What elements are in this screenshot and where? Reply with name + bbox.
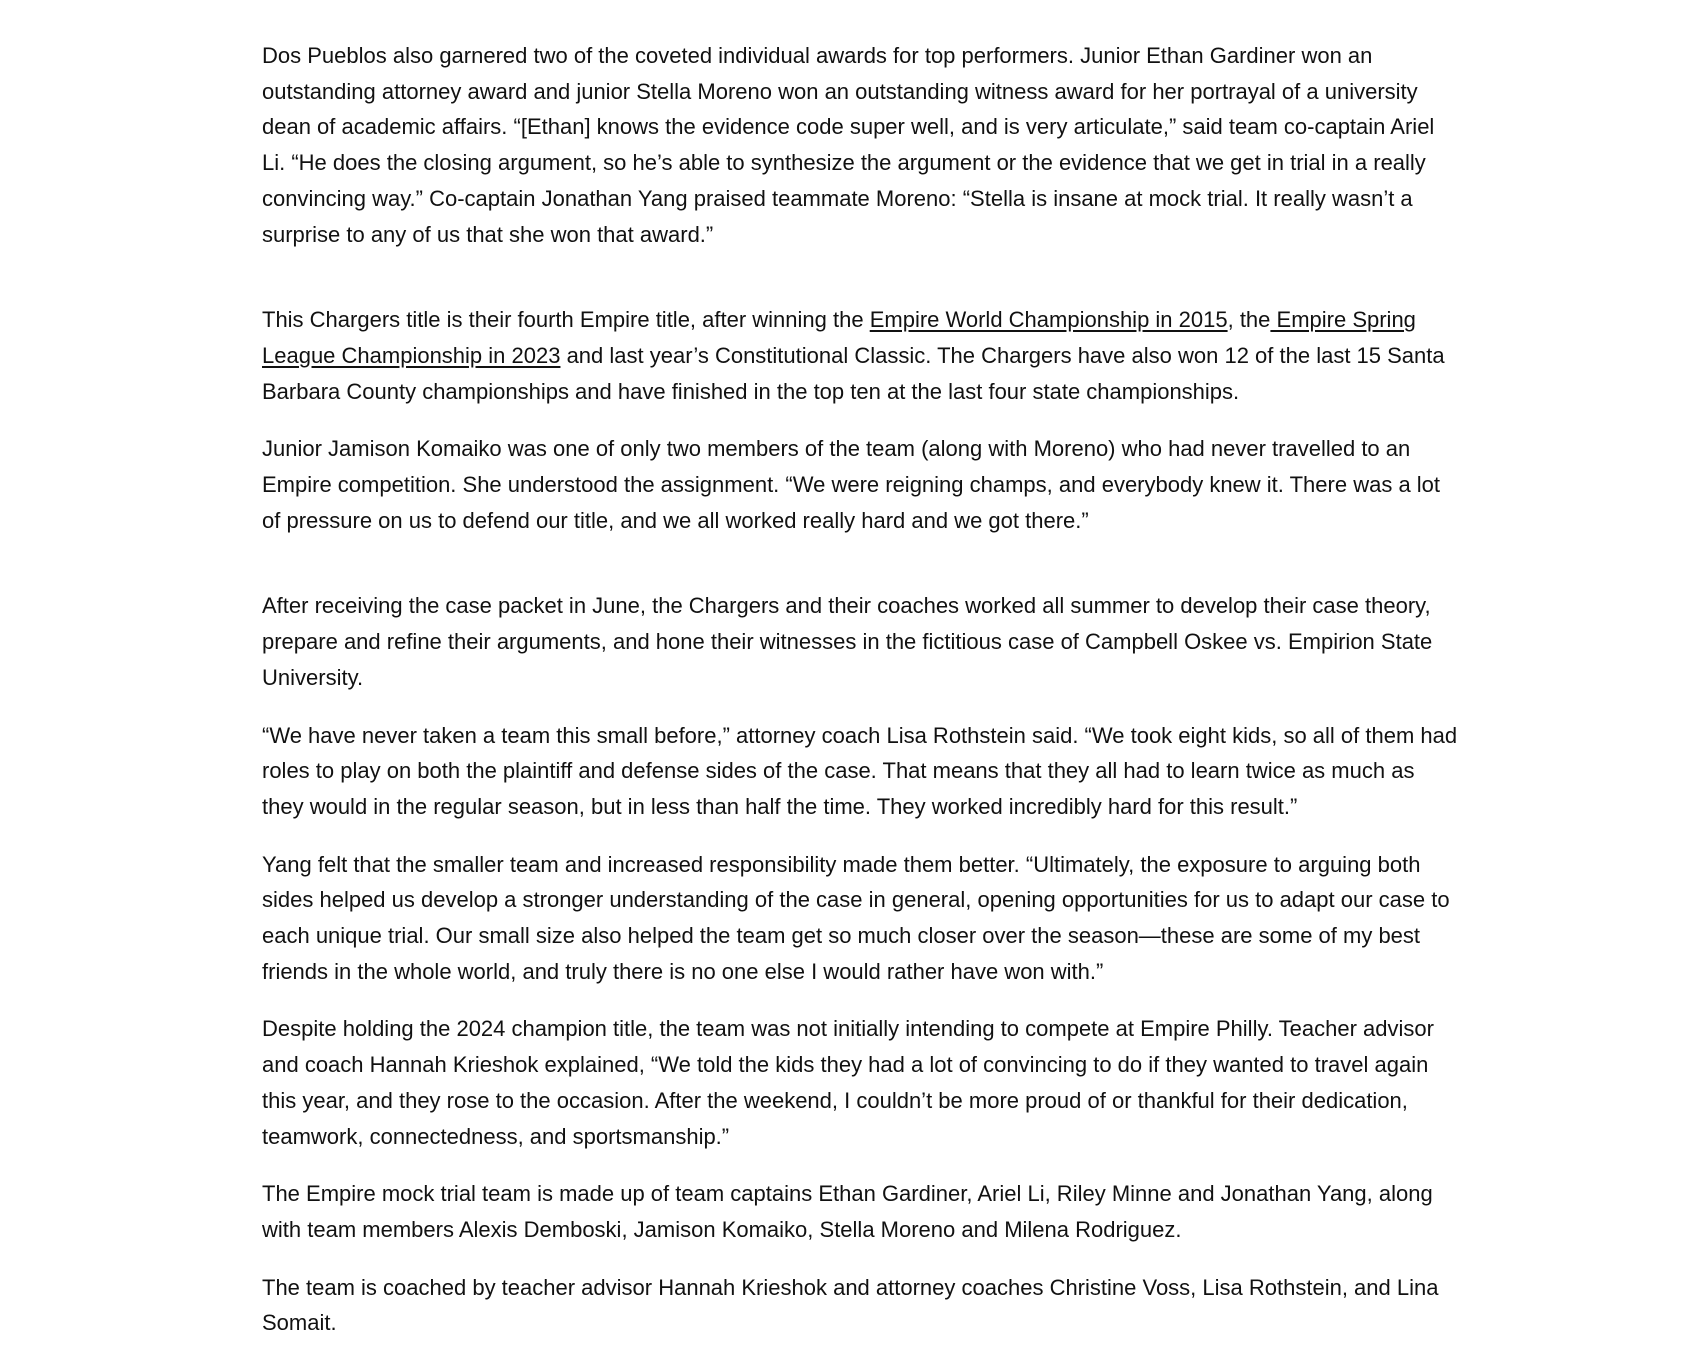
paragraph-team-roster: The Empire mock trial team is made up of team captains Ethan Gardiner, Ariel Li, Riley Minne and Jonathan Yang, along with team members Alexis Demboski, Jamison Komaiko, Stella Moreno and Milena Rodriguez.: [262, 1181, 1433, 1242]
link-empire-world-championship-2015[interactable]: Empire World Championship in 2015: [869, 307, 1228, 333]
paragraph-rothstein-quote: “We have never taken a team this small before,” attorney coach Lisa Rothstein said. “We took eight kids, so all of them had roles to play on both the plaintiff and defense sides of the case. That means that they all had to learn twice as much as they would in the regular season, but in less than half the time. They worked incredibly hard for this result.”: [262, 722, 1458, 819]
paragraph-fourth-title: [262, 302, 1462, 409]
paragraph-text: and last year’s Constitutional Classic. The Chargers have also won 12 of the last 15 Santa Barbara County championships and have finished in the top ten at the last four state championships.: [262, 342, 1445, 404]
paragraph-krieshok-quote: Despite holding the 2024 champion title, the team was not initially intending to compete at Empire Philly. Teacher advisor and coach Hannah Krieshok explained, “We told the kids they had a lot of convincing to do if they wanted to travel again this year, and they rose to the occasion. After the weekend, I couldn’t be more proud of or thankful for their dedication, teamwork, connectedness, and sportsmanship.”: [262, 1016, 1434, 1149]
paragraph-text: , the: [1227, 307, 1271, 333]
paragraph-case-packet: After receiving the case packet in June, the Chargers and their coaches worked all summer to develop their case theory, prepare and refine their arguments, and hone their witnesses in the fictitious case of Campbell Oskee vs. Empirion State University.: [262, 593, 1433, 690]
paragraph-komaiko-quote: Junior Jamison Komaiko was one of only two members of the team (along with Moreno) who had never travelled to an Empire competition. She understood the assignment. “We were reigning champs, and everybody knew it. There was a lot of pressure on us to defend our title, and we all worked really hard and we got there.”: [262, 436, 1441, 533]
paragraph-individual-awards: Dos Pueblos also garnered two of the coveted individual awards for top performers. Junior Ethan Gardiner won an outstanding attorney award and junior Stella Moreno won an outstanding witness award for her portrayal of a university dean of academic affairs. “[Ethan] knows the evidence code super well, and is very articulate,” said team co-captain Ariel Li. “He does the closing argument, so he’s able to synthesize the argument or the evidence that we get in trial in a really convincing way.” Co-captain Jonathan Yang praised teammate Moreno: “Stella is insane at mock trial. It really wasn’t a surprise to any of us that she won that award.”: [262, 43, 1435, 247]
article-body: [262, 38, 1462, 1341]
link-empire-spring-league-2023[interactable]: Empire Spring League Championship in 2023: [262, 307, 1416, 368]
paragraph-text: This Chargers title is their fourth Empire title, after winning the: [262, 307, 870, 333]
paragraph-coaches: The team is coached by teacher advisor Hannah Krieshok and attorney coaches Christine Voss, Lisa Rothstein, and Lina Somait.: [262, 1274, 1439, 1336]
paragraph-yang-quote: Yang felt that the smaller team and increased responsibility made them better. “Ultimately, the exposure to arguing both sides helped us develop a stronger understanding of the case in general, opening opportunities for us to adapt our case to each unique trial. Our small size also helped the team get so much closer over the season—these are some of my best friends in the whole world, and truly there is no one else I would rather have won with.”: [262, 851, 1450, 984]
